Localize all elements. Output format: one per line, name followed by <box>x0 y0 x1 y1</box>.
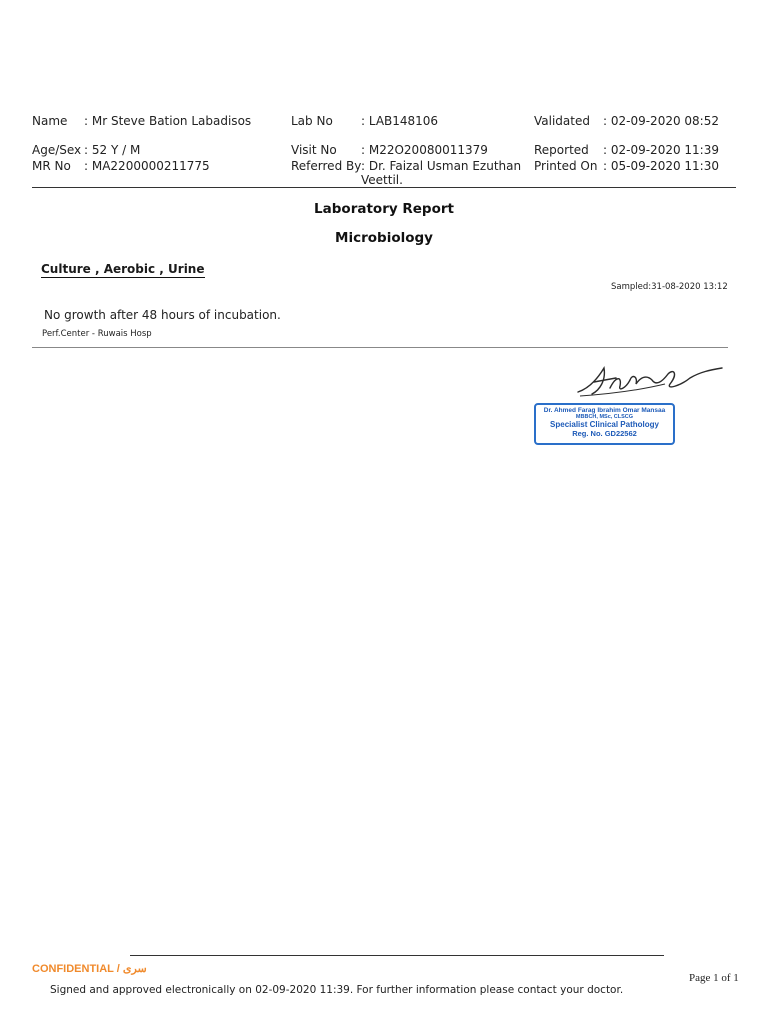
visitno-label: Visit No <box>291 143 337 157</box>
signature-image <box>570 360 730 400</box>
referred-label: Referred By <box>291 159 362 173</box>
page-number: Page 1 of 1 <box>689 972 739 984</box>
validated-label: Validated <box>534 114 590 128</box>
report-title: Laboratory Report <box>314 201 454 217</box>
visitno-value: : M22O20080011379 <box>361 143 488 157</box>
referred-value-cont: Veettil. <box>361 173 403 187</box>
sampled-datetime: Sampled:31-08-2020 13:12 <box>611 282 728 292</box>
agesex-label: Age/Sex <box>32 143 82 157</box>
confidential-label: CONFIDENTIAL / سرى <box>32 963 147 975</box>
test-result: No growth after 48 hours of incubation. <box>44 308 281 322</box>
stamp-qualifications: MBBCH, MSc, CLSCG <box>575 414 634 420</box>
test-name: Culture , Aerobic , Urine <box>41 262 205 276</box>
printed-value: : 05-09-2020 11:30 <box>603 159 719 173</box>
reported-value: : 02-09-2020 11:39 <box>603 143 719 157</box>
agesex-value: : 52 Y / M <box>84 143 141 157</box>
printed-label: Printed On <box>534 159 598 173</box>
name-value: : Mr Steve Bation Labadisos <box>84 114 252 128</box>
stamp-reg-no: Reg. No. GD22562 <box>572 429 637 438</box>
section-divider <box>32 347 728 348</box>
mrno-value: : MA2200000211775 <box>84 159 210 173</box>
electronic-signature-note: Signed and approved electronically on 02-09-2020 11:39. For further information please contact your doctor. <box>50 984 624 996</box>
validated-value: : 02-09-2020 08:52 <box>603 114 719 128</box>
name-label: Name <box>32 114 68 128</box>
stamp-specialty: Specialist Clinical Pathology <box>550 420 659 429</box>
footer-divider <box>130 955 664 956</box>
header-divider <box>32 187 736 188</box>
labno-value: : LAB148106 <box>361 114 439 128</box>
department-title: Microbiology <box>335 230 433 246</box>
reported-label: Reported <box>534 143 589 157</box>
perf-center: Perf.Center - Ruwais Hosp <box>42 329 152 339</box>
labno-label: Lab No <box>291 114 333 128</box>
referred-value: : Dr. Faizal Usman Ezuthan <box>361 159 522 173</box>
stamp-doctor-name: Dr. Ahmed Farag Ibrahim Omar Mansaa <box>543 407 666 414</box>
pathologist-stamp <box>534 403 675 445</box>
mrno-label: MR No <box>32 159 71 173</box>
